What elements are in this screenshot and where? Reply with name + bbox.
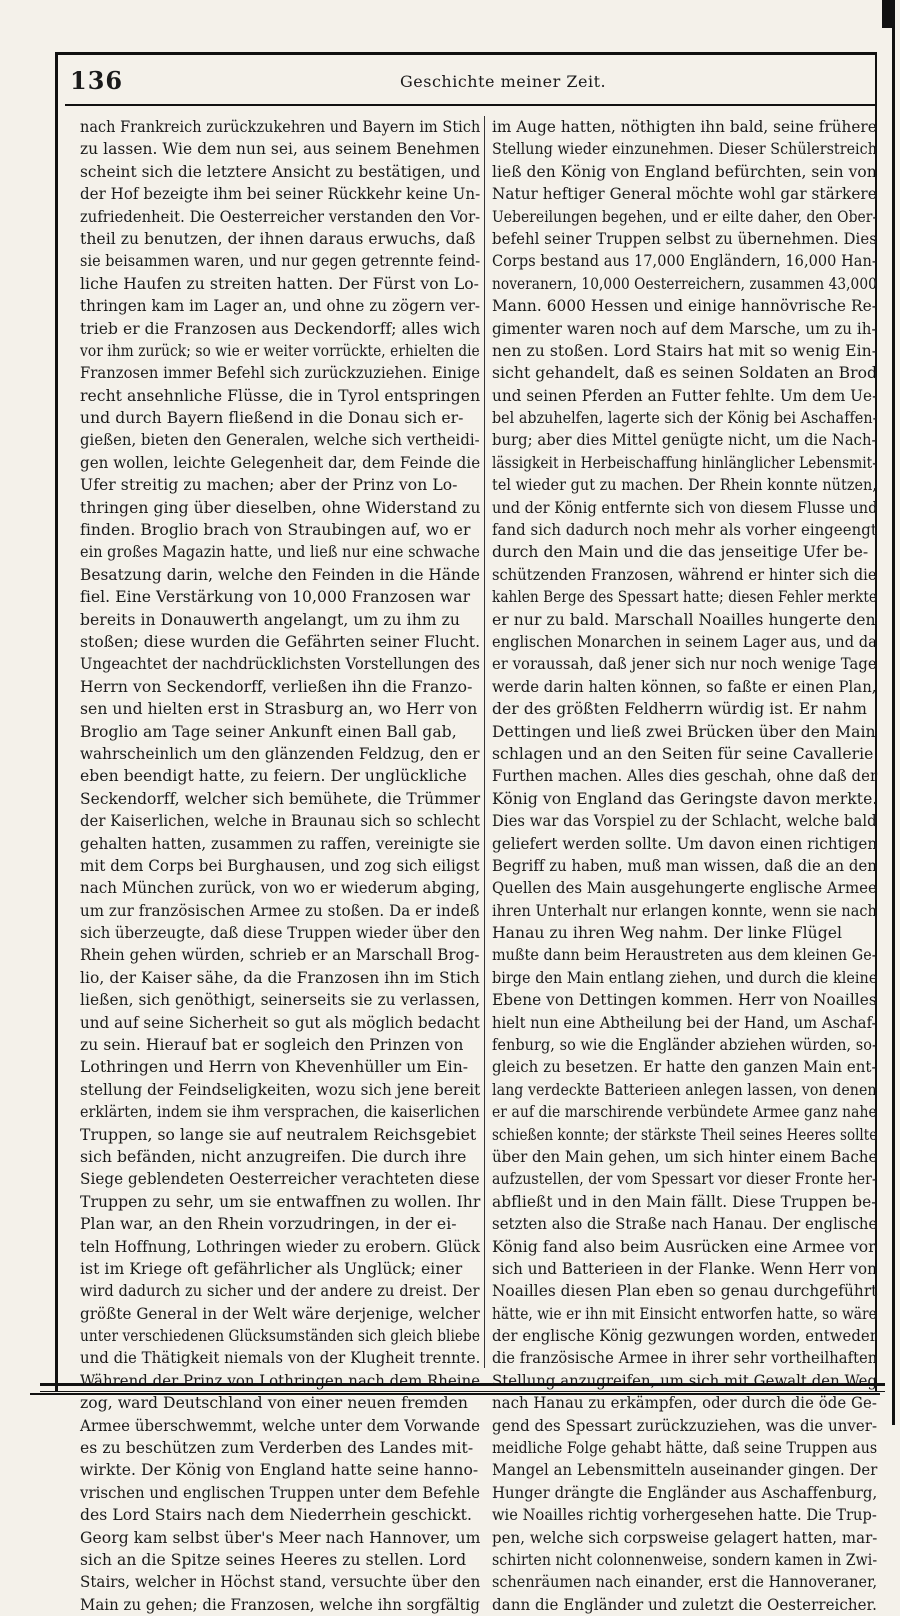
text-line: Noailles diesen Plan eben so genau durchgeführt [492,1282,878,1301]
text-line: vrischen und englischen Truppen unter dem Befehle [80,1483,480,1502]
text-line: der Hof bezeigte ihm bei seiner Rückkehr keine Un- [80,185,481,204]
text-line: hielt nun eine Abtheilung bei der Hand, um Aschaf- [492,1013,877,1032]
text-line: Georg kam selbst über's Meer nach Hannover, um [80,1528,481,1547]
text-line: Besatzung darin, welche den Feinden in die Hände [80,565,481,584]
column-divider [484,116,485,1368]
text-line: gen wollen, leichte Gelegenheit dar, dem Feinde die [80,453,481,472]
text-line: der englische König gezwungen worden, entweder [492,1327,877,1346]
text-line: liche Haufen zu streiten hatten. Der Fürst von Lo- [80,274,479,293]
text-line: birge den Main entlang ziehen, und durch die kleine [492,968,878,987]
text-line: Rhein gehen würden, schrieb er an Marschall Brog- [80,946,480,965]
text-line: schießen konnte; der stärkste Theil seines Heeres sollte [492,1125,878,1144]
text-line: dann die Engländer und zuletzt die Oesterreicher. [492,1595,877,1614]
text-line: kahlen Berge des Spessart hatte; diesen Fehler merkte [492,588,878,607]
text-line: teln Hoffnung, Lothringen wieder zu erobern. Glück [80,1237,481,1256]
text-line: Stairs, welcher in Höchst stand, versuchte über den [80,1573,481,1592]
text-line: Hunger drängte die Engländer aus Aschaffenburg, [492,1483,878,1502]
text-line: befehl seiner Truppen selbst zu übernehmen. Dies [492,229,877,248]
text-line: theil zu benutzen, der ihnen daraus erwuchs, daß [80,229,476,248]
text-line: unter verschiedenen Glücksumständen sich gleich bliebe [80,1327,481,1346]
text-line: zufriedenheit. Die Oesterreicher verstanden den Vor- [80,207,481,226]
right-column [492,116,878,1614]
bottom-rule-outer [30,1393,880,1395]
text-line: Seckendorff, welcher sich bemühete, die Trümmer [80,789,481,808]
text-line: fiel. Eine Verstärkung von 10,000 Franzosen war [80,588,471,607]
text-line: schirten nicht colonnenweise, sondern kamen in Zwi- [492,1551,878,1569]
text-line: ist im Kriege oft gefährlicher als Unglück; einer [80,1259,463,1278]
text-line: schützenden Franzosen, während er hinter sich die [492,565,877,584]
text-line: Dies war das Vorspiel zu der Schlacht, welche bald [492,812,877,831]
text-line: und auf seine Sicherheit so gut als möglich bedacht [80,1013,480,1032]
header-rule [65,104,875,106]
text-line: Plan war, an den Rhein vorzudringen, in der ei- [80,1215,457,1234]
text-line: Siege geblendeten Oesterreicher verachteten diese [80,1170,480,1189]
text-line: lang verdeckte Batterieen anlegen lassen, von denen [492,1080,877,1099]
text-line: erklärten, indem sie ihm versprachen, die kaiserlichen [80,1103,480,1122]
text-line: fand sich dadurch noch mehr als vorher eingeengt [492,521,877,540]
text-line: lässigkeit in Herbeischaffung hinlänglicher Lebensmit- [492,453,877,472]
text-line: Uebereilungen begehen, und er eilte daher, den Ober- [492,207,878,226]
text-line: nach Frankreich zurückzukehren und Bayern im Stich [80,118,481,136]
text-line: Lothringen und Herrn von Khevenhüller um Ein- [80,1058,469,1077]
text-line: trieb er die Franzosen aus Deckendorff; alles wich [80,319,481,338]
text-line: wahrscheinlich um den glänzenden Feldzug, den er [80,744,480,763]
text-line: im Auge hatten, nöthigten ihn bald, seine frühere [492,118,877,136]
text-line: setzten also die Straße nach Hanau. Der englische [492,1215,878,1234]
text-line: Franzosen immer Befehl sich zurückzuziehen. Einige [80,364,481,383]
text-line: Herrn von Seckendorff, verließen ihn die Franzo- [80,677,473,696]
text-line: nach Hanau zu erkämpfen, oder durch die öde Ge- [492,1394,877,1413]
page-header [70,66,870,100]
text-line: Furthen machen. Alles dies geschah, ohne daß der [492,767,878,786]
text-line: bel abzuhelfen, lagerte sich der König bei Aschaffen- [492,409,878,428]
text-line: thringen ging über dieselben, ohne Widerstand zu [80,498,481,517]
text-line: mußte dann beim Heraustreten aus dem kleinen Ge- [492,946,877,965]
text-line: größte General in der Welt wäre derjenige, welcher [80,1304,480,1323]
text-line: nen zu stoßen. Lord Stairs hat mit so wenig Ein- [492,341,878,360]
text-line: und seinen Pferden an Futter fehlte. Um dem Ue- [492,386,878,405]
text-line: der des größten Feldherrn würdig ist. Er nahm [492,700,868,719]
text-line: Quellen des Main ausgehungerte englische Armee [492,879,877,898]
running-title: Geschichte meiner Zeit. [400,72,607,91]
text-line: zog, ward Deutschland von einer neuen fremden [80,1394,469,1413]
text-line: schlagen und an den Seiten für seine Cavallerie [492,744,874,763]
text-line: gleich zu besetzen. Er hatte den ganzen Main ent- [492,1058,877,1077]
text-line: gehalten hatten, zusammen zu raffen, vereinigte sie [80,834,481,853]
text-line: sich überzeugte, daß diese Truppen wieder über den [80,924,481,943]
text-line: sich an die Spitze seines Heeres zu stellen. Lord [80,1551,467,1569]
text-line: und der König entfernte sich von diesem Flusse und [492,498,878,517]
text-line: noveranern, 10,000 Oesterreichern, zusammen 43,000 [492,274,877,293]
text-line: Armee überschwemmt, welche unter dem Vorwande [80,1416,481,1435]
text-line: zu sein. Hierauf bat er sogleich den Prinzen von [80,1036,464,1055]
text-line: burg; aber dies Mittel genügte nicht, um die Nach- [492,431,877,450]
text-line: durch den Main und die das jenseitige Ufer be- [492,543,869,562]
text-line: sen und hielten erst in Strasburg an, wo Herr von [80,700,478,719]
text-line: wie Noailles richtig vorhergesehen hatte. Die Trup- [492,1506,877,1525]
text-line: sicht gehandelt, daß es seinen Soldaten an Brod [492,364,878,383]
text-line: über den Main gehen, um sich hinter einem Bache [492,1147,878,1166]
text-line: abfließt und in den Main fällt. Diese Truppen be- [492,1192,877,1211]
text-line: König fand also beim Ausrücken eine Armee vor [492,1237,876,1256]
text-line: ein großes Magazin hatte, und ließ nur eine schwache [80,543,480,562]
text-line: Truppen zu sehr, um sie entwaffnen zu wollen. Ihr [80,1192,481,1211]
text-line: um zur französischen Armee zu stoßen. Da er indeß [80,901,480,920]
text-line: und die Thätigkeit niemals von der Klugheit trennte. [80,1349,481,1368]
text-line: er nur zu bald. Marschall Noailles hungerte den [492,610,876,629]
text-line: Ebene von Dettingen kommen. Herr von Noailles [492,991,877,1010]
text-line: Stellung wieder einzunehmen. Dieser Schülerstreich [492,140,877,159]
text-line: Hanau zu ihren Weg nahm. Der linke Flügel [492,924,843,943]
text-line: Corps bestand aus 17,000 Engländern, 16,000 Han- [492,252,877,271]
bottom-rule [40,1383,885,1392]
text-line: scheint sich die letztere Ansicht zu bestätigen, und [80,162,481,181]
text-line: Mann. 6000 Hessen und einige hannövrische Re- [492,297,877,316]
text-line: werde darin halten können, so faßte er einen Plan, [492,677,877,696]
text-line: des Lord Stairs nach dem Niederrhein geschickt. [80,1506,472,1525]
scan-edge [892,0,895,1425]
text-line: nach München zurück, von wo er wiederum abging, [80,879,481,898]
text-line: stoßen; diese wurden die Gefährten seiner Flucht. [80,632,481,651]
text-line: vor ihm zurück; so wie er weiter vorrückte, erhielten die [80,341,480,360]
text-line: meidliche Folge gehabt hätte, daß seine Truppen aus [492,1439,878,1458]
text-line: er auf die marschirende verbündete Armee ganz nahe [492,1103,877,1122]
text-line: ihren Unterhalt nur erlangen konnte, wenn sie nach [492,901,877,920]
text-line: ließ den König von England befürchten, sein von [492,162,877,181]
text-line: der Kaiserlichen, welche in Braunau sich so schlecht [80,812,480,831]
text-line: eben beendigt hatte, zu feiern. Der unglückliche [80,767,467,786]
text-line: er voraussah, daß jener sich nur noch wenige Tage [492,655,877,674]
text-line: fenburg, so wie die Engländer abziehen würden, so- [492,1036,877,1055]
page-number: 136 [70,66,124,95]
text-line: mit dem Corps bei Burghausen, und zog sich eiligst [80,856,480,875]
text-line: gend des Spessart zurückzuziehen, was die unver- [492,1416,878,1435]
text-line: Mangel an Lebensmitteln auseinander gingen. Der [492,1461,878,1480]
text-line: Natur heftiger General möchte wohl gar stärkere [492,185,877,204]
text-line: sie beisammen waren, und nur gegen getrennte feind- [80,252,481,271]
text-line: sich und Batterieen in der Flanke. Wenn Herr von [492,1259,877,1278]
text-line: hätte, wie er ihn mit Einsicht entworfen hatte, so wäre [492,1304,877,1323]
text-line: wirkte. Der König von England hatte seine hanno- [80,1461,479,1480]
text-line: aufzustellen, der vom Spessart vor dieser Fronte her- [492,1170,877,1189]
text-line: Ungeachtet der nachdrücklichsten Vorstellungen des [80,655,481,674]
text-line: König von England das Geringste davon merkte. [492,789,878,808]
text-line: englischen Monarchen in seinem Lager aus, und da [492,632,877,651]
text-line: bereits in Donauwerth angelangt, um zu ihm zu [80,610,460,629]
text-line: Dettingen und ließ zwei Brücken über den Main [492,722,876,741]
text-line: geliefert werden sollte. Um davon einen richtigen [492,834,878,853]
text-line: schenräumen nach einander, erst die Hannoveraner, [492,1573,878,1592]
text-line: Während der Prinz von Lothringen nach dem Rheine [80,1371,481,1390]
text-line: es zu beschützen zum Verderben des Landes mit- [80,1439,474,1458]
text-line: Stellung anzugreifen, um sich mit Gewalt den Weg [492,1371,878,1390]
text-line: finden. Broglio brach von Straubingen auf, wo er [80,521,471,540]
text-line: pen, welche sich corpsweise gelagert hatten, mar- [492,1528,878,1547]
text-line: lio, der Kaiser sähe, da die Franzosen ihn im Stich [80,968,480,987]
text-line: die französische Armee in ihrer sehr vortheilhaften [492,1349,878,1368]
text-line: recht ansehnliche Flüsse, die in Tyrol entspringen [80,386,481,405]
text-line: gießen, bieten den Generalen, welche sich vertheidi- [80,431,480,450]
text-line: stellung der Feindseligkeiten, wozu sich jene bereit [80,1080,481,1099]
text-line: Main zu gehen; die Franzosen, welche ihn sorgfältig [80,1595,480,1614]
text-line: Begriff zu haben, muß man wissen, daß die an den [492,856,877,875]
text-line: Truppen, so lange sie auf neutralem Reichsgebiet [80,1125,477,1144]
text-line: wird dadurch zu sicher und der andere zu dreist. Der [80,1282,480,1301]
text-line: Ufer streitig zu machen; aber der Prinz von Lo- [80,476,458,495]
text-line: tel wieder gut zu machen. Der Rhein konnte nützen, [492,476,877,495]
text-line: gimenter waren noch auf dem Marsche, um zu ih- [492,319,877,338]
text-line: ließen, sich genöthigt, seinerseits sie zu verlassen, [80,991,481,1010]
text-line: Broglio am Tage seiner Ankunft einen Ball gab, [80,722,457,741]
scan-edge-mark [882,0,892,28]
left-column [80,116,481,1614]
text-line: thringen kam im Lager an, und ohne zu zögern ver- [80,297,481,316]
text-line: sich befänden, nicht anzugreifen. Die durch ihre [80,1147,467,1166]
text-line: und durch Bayern fließend in die Donau sich er- [80,409,464,428]
text-line: zu lassen. Wie dem nun sei, aus seinem Benehmen [80,140,480,159]
